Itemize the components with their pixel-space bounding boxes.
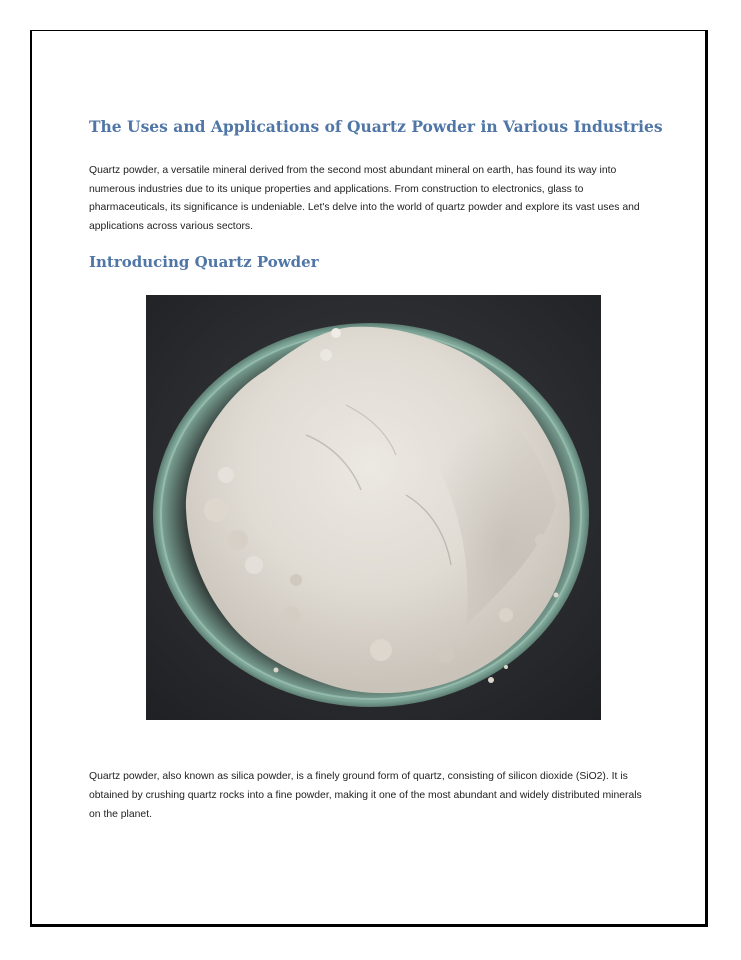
intro-paragraph: Quartz powder, a versatile mineral derived from the second most abundant mineral on earth, has found its way into numerous industries due to its unique properties and applications. From construction to electronics, glass to pharmaceuticals, its significance is undeniable. Let's delve into the world of quartz powder and explore its vast uses and applications across various sectors. [89, 165, 640, 233]
document-title: The Uses and Applications of Quartz Powder in Various Industries [89, 117, 663, 136]
section-body-paragraph: Quartz powder, also known as silica powder, is a finely ground form of quartz, consisting of silicon dioxide (SiO2). It is obtained by crushing quartz rocks into a fine powder, making it one of the most abundant and widely distributed minerals on the planet. [89, 771, 642, 820]
quartz-powder-photo [146, 295, 601, 720]
section-heading: Introducing Quartz Powder [89, 253, 319, 271]
document-page [30, 30, 708, 927]
